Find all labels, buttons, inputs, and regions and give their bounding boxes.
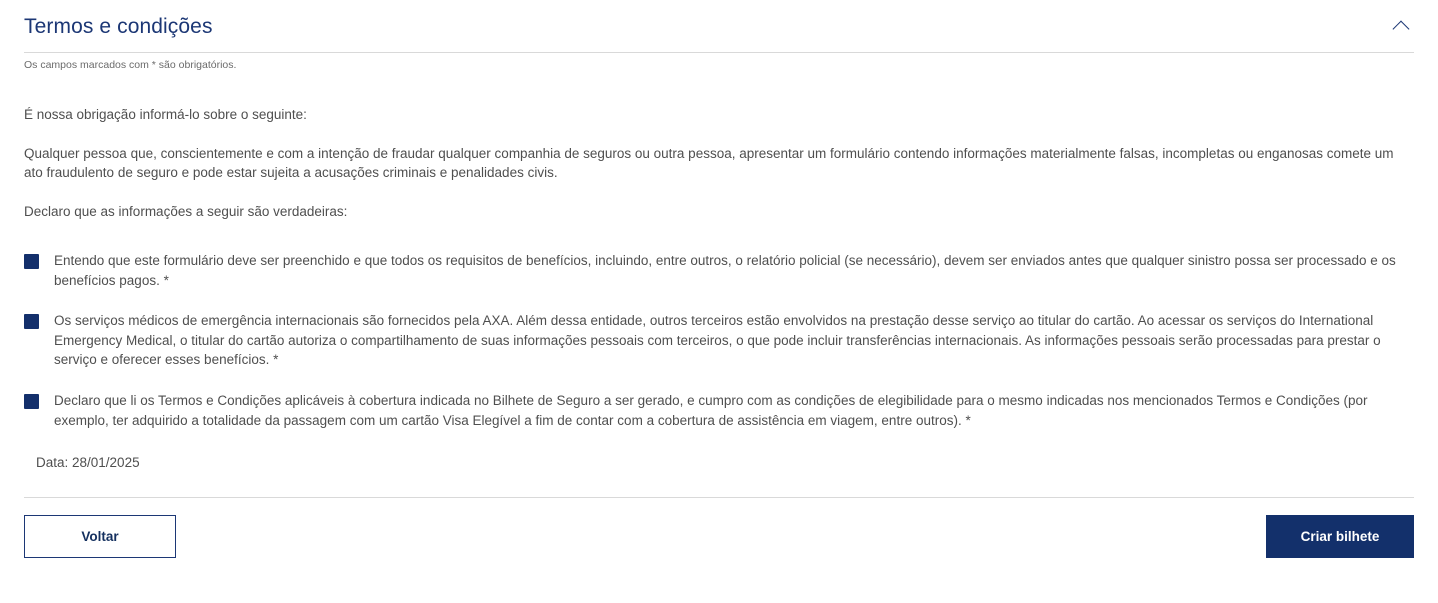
- date-label: Data: 28/01/2025: [36, 455, 140, 471]
- collapse-section-button[interactable]: [1388, 13, 1414, 39]
- intro-text: É nossa obrigação informá-lo sobre o seguinte:: [24, 106, 307, 122]
- form-footer: [0, 498, 1438, 558]
- section-content: [0, 59, 1438, 470]
- consent-checkbox-3[interactable]: [24, 394, 39, 409]
- list-item: [24, 251, 1414, 290]
- fraud-warning-text: Qualquer pessoa que, conscientemente e com a intenção de fraudar qualquer companhia de seguros ou outra pessoa, apresentar um formulário contendo informações materialmente falsas, incompletas ou enganosas comete um ato fraudulento de seguro e pode estar sujeita a acusações criminais e penalidades civis.: [24, 145, 1394, 180]
- consent-checkbox-2[interactable]: [24, 314, 39, 329]
- consent-label-1: Entendo que este formulário deve ser preenchido e que todos os requisitos de benefícios, incluindo, entre outros, o relatório policial (se necessário), devem ser enviados antes que qualquer sinistro possa ser processado e os benefícios pagos. *: [54, 253, 1396, 288]
- list-item: [24, 391, 1414, 430]
- list-item: [24, 311, 1414, 370]
- declaration-text: Declaro que as informações a seguir são verdadeiras:: [24, 204, 348, 220]
- chevron-up-icon: [1394, 19, 1409, 34]
- required-fields-note: Os campos marcados com * são obrigatórios.: [24, 59, 237, 71]
- header-divider: [24, 52, 1414, 53]
- consent-label-3: Declaro que li os Termos e Condições aplicáveis à cobertura indicada no Bilhete de Seguro a ser gerado, e cumpro com as condições de elegibilidade para o mesmo indicadas nos mencionados Termos e Condições (por exemplo, ter adquirido a totalidade da passagem com um cartão Visa Elegível a fim de contar com a cobertura de assistência em viagem, entre outros). *: [54, 393, 1368, 428]
- consent-label-2: Os serviços médicos de emergência internacionais são fornecidos pela AXA. Além dessa entidade, outros terceiros estão envolvidos na prestação desse serviço ao titular do cartão. Ao acessar os serviços do International Emergency Medical, o titular do cartão autoriza o compartilhamento de suas informações pessoais com terceiros, o que pode incluir transferências internacionais. As informações pessoais serão processadas para prestar o serviço e oferecer esses benefícios. *: [54, 313, 1381, 368]
- create-ticket-button[interactable]: Criar bilhete: [1266, 515, 1414, 558]
- back-button[interactable]: Voltar: [24, 515, 176, 558]
- consent-checkbox-list: [24, 251, 1414, 430]
- section-header: [0, 0, 1438, 52]
- page-title: Termos e condições: [24, 14, 213, 38]
- consent-checkbox-1[interactable]: [24, 254, 39, 269]
